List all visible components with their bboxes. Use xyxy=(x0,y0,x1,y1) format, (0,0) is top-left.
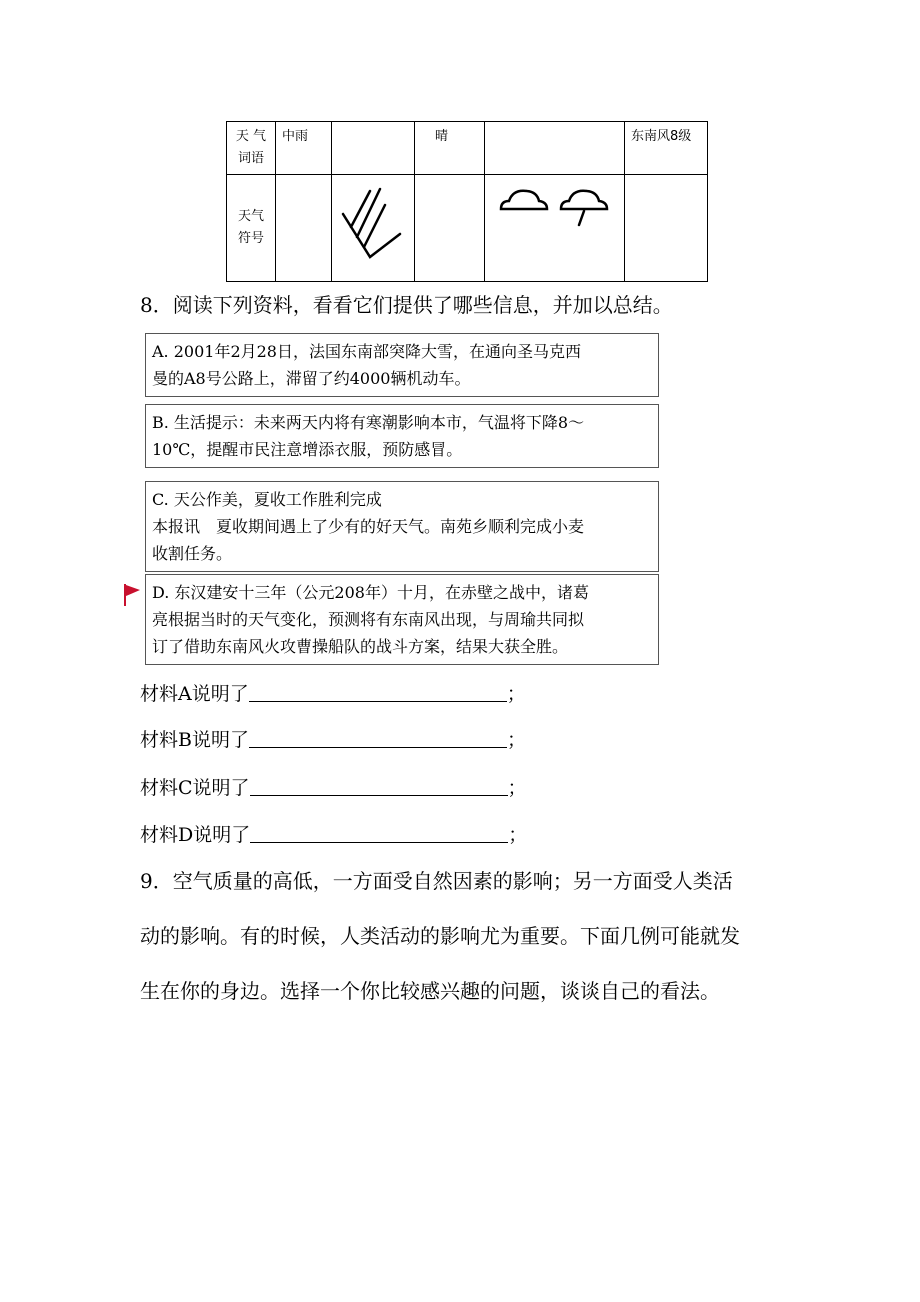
cell-sunny: 晴 xyxy=(415,122,485,175)
fill-line-b xyxy=(140,728,526,752)
weather-table xyxy=(226,121,708,282)
material-b-box xyxy=(145,404,659,468)
fill-label: 材料A说明了 xyxy=(140,683,249,705)
cloud-symbol-cell xyxy=(485,175,625,282)
cell-empty xyxy=(276,175,332,282)
question-line: 9．空气质量的高低，一方面受自然因素的影响；另一方面受人类活 xyxy=(140,869,733,893)
question-line: 生在你的身边。选择一个你比较感兴趣的问题，谈谈自己的看法。 xyxy=(140,979,720,1003)
material-a-box xyxy=(145,333,659,397)
table-row xyxy=(227,175,708,282)
row-header-symbols: 天气 符号 xyxy=(227,175,276,282)
material-c-box xyxy=(145,481,659,572)
fill-end: ； xyxy=(508,824,528,846)
question-8: 8．阅读下列资料，看看它们提供了哪些信息，并加以总结。 xyxy=(140,293,673,317)
fill-label: 材料C说明了 xyxy=(140,777,250,799)
wind-symbol-cell xyxy=(332,175,415,282)
flag-icon xyxy=(122,582,144,608)
material-line: 本报讯 夏收期间遇上了少有的好天气。南苑乡顺利完成小麦 xyxy=(152,517,585,536)
question-line: 动的影响。有的时候，人类活动的影响尤为重要。下面几例可能就发 xyxy=(140,924,740,948)
cell-southeast-wind: 东南风8级 xyxy=(625,122,708,175)
question-9 xyxy=(140,854,790,1019)
answer-blank[interactable] xyxy=(249,729,507,748)
fill-line-a xyxy=(140,682,526,706)
cell-moderate-rain: 中雨 xyxy=(276,122,332,175)
fill-label: 材料D说明了 xyxy=(140,824,251,846)
fill-label: 材料B说明了 xyxy=(140,729,249,751)
wind-barb-icon xyxy=(338,179,408,269)
fill-end: ； xyxy=(506,729,526,751)
table-row xyxy=(227,122,708,175)
fill-line-c xyxy=(140,776,527,800)
material-line: 曼的A8号公路上，滞留了约4000辆机动车。 xyxy=(152,369,471,388)
fill-end: ； xyxy=(506,683,526,705)
material-line: 亮根据当时的天气变化，预测将有东南风出现，与周瑜共同拟 xyxy=(152,610,585,629)
material-line: A. 2001年2月28日，法国东南部突降大雪，在通向圣马克西 xyxy=(152,342,581,361)
cloudy-rain-icon xyxy=(491,179,618,239)
material-line: 10℃，提醒市民注意增添衣服，预防感冒。 xyxy=(152,440,463,459)
fill-line-d xyxy=(140,823,527,847)
answer-blank[interactable] xyxy=(250,777,508,796)
material-line: 订了借助东南风火攻曹操船队的战斗方案，结果大获全胜。 xyxy=(152,637,569,656)
material-line: D. 东汉建安十三年（公元208年）十月，在赤壁之战中，诸葛 xyxy=(152,583,589,602)
cell-empty xyxy=(485,122,625,175)
material-line: C. 天公作美，夏收工作胜利完成 xyxy=(152,490,382,509)
row-header-words: 天 气 词语 xyxy=(227,122,276,175)
material-line: 收割任务。 xyxy=(152,544,233,563)
cell-empty xyxy=(625,175,708,282)
cell-empty xyxy=(332,122,415,175)
fill-end: ； xyxy=(507,777,527,799)
answer-blank[interactable] xyxy=(250,824,508,843)
material-d-box xyxy=(145,574,659,665)
answer-blank[interactable] xyxy=(249,683,507,702)
cell-empty xyxy=(415,175,485,282)
material-line: B. 生活提示：未来两天内将有寒潮影响本市，气温将下降8～ xyxy=(152,413,585,432)
